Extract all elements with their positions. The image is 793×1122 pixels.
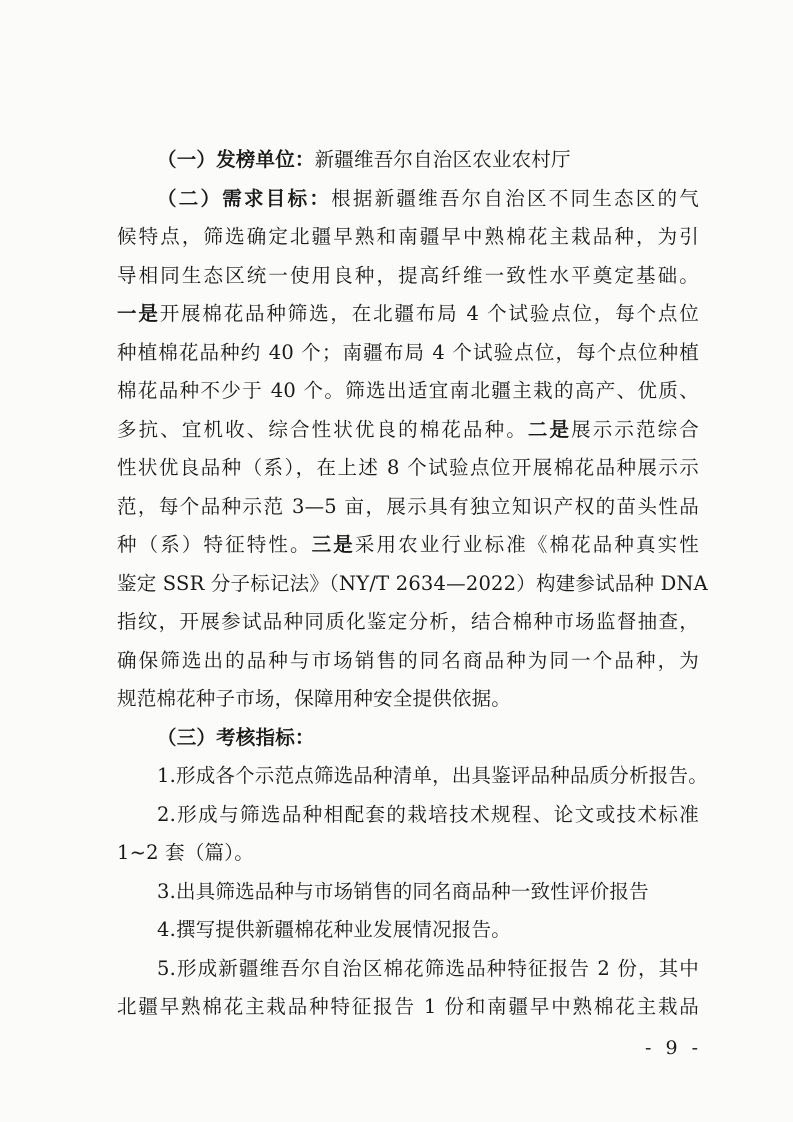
indicator-item-4: 4.撰写提供新疆棉花种业发展情况报告。 [157, 918, 511, 941]
point-three-text: 采用农业行业标准《棉花品种真实性 [354, 533, 699, 556]
indicator-item-3: 3.出具筛选品种与市场销售的同名商品种一致性评价报告 [157, 879, 649, 903]
paragraph-line: 性状优良品种（系），在上述 8 个试验点位开展棉花品种展示示 [117, 456, 699, 479]
point-two-text: 展示示范综合 [571, 417, 700, 441]
section-1-line [117, 141, 699, 180]
paragraph-line: 指纹，开展参试品种同质化鉴定分析，结合棉种市场监督抽查， [117, 610, 699, 633]
document-body [117, 141, 708, 1027]
paragraph-line: 导相同生态区统一使用良种，提高纤维一致性水平奠定基础。 [117, 263, 699, 287]
paragraph-line [117, 295, 699, 334]
paragraph-line [117, 526, 699, 565]
paragraph-line: 确保筛选出的品种与市场销售的同名商品种为同一个品种，为 [117, 648, 699, 672]
paragraph-line: 棉花品种不少于 40 个。筛选出适宜南北疆主栽的高产、优质、 [117, 379, 699, 402]
section-2-line-1 [117, 180, 699, 219]
indicator-item-1: 1.形成各个示范点筛选品种清单，出具鉴评品种品质分析报告。 [157, 764, 708, 787]
point-one-lead: 一是 [117, 302, 160, 325]
page-number: - 9 - [645, 1037, 703, 1059]
paragraph-line: 鉴定 SSR 分子标记法》（NY/T 2634—2022）构建参试品种 DNA [117, 571, 708, 595]
section-2-label: （二）需求目标： [157, 186, 332, 210]
indicator-item-2: 2.形成与筛选品种相配套的栽培技术规程、论文或技术标准 [157, 802, 699, 826]
indicator-item-2-cont: 1~2 套（篇）。 [117, 841, 254, 864]
paragraph-line: 规范棉花种子市场，保障用种安全提供依据。 [117, 687, 512, 710]
point-two-tail: 种（系）特征特性。 [117, 533, 312, 556]
section-2-text: 根据新疆维吾尔自治区不同生态区的气 [331, 186, 699, 210]
section-1-text: 新疆维吾尔自治区农业农村厅 [314, 148, 571, 171]
point-three-lead: 三是 [311, 533, 355, 556]
paragraph-line: 范，每个品种示范 3—5 亩，展示具有独立知识产权的苗头性品 [117, 494, 699, 518]
paragraph-line: 种植棉花品种约 40 个；南疆布局 4 个试验点位，每个点位种植 [117, 340, 699, 364]
point-two-lead: 二是 [527, 417, 572, 441]
point-one-tail: 多抗、宜机收、综合性状优良的棉花品种。 [117, 417, 528, 441]
section-3-label: （三）考核指标： [157, 725, 315, 749]
indicator-item-5-cont: 北疆早熟棉花主栽品种特征报告 1 份和南疆早中熟棉花主栽品 [117, 995, 699, 1018]
indicator-item-5: 5.形成新疆维吾尔自治区棉花筛选品种特征报告 2 份，其中 [157, 956, 699, 980]
paragraph-line: 候特点，筛选确定北疆早熟和南疆早中熟棉花主栽品种，为引 [117, 225, 699, 248]
paragraph-line [117, 411, 699, 450]
point-one-text: 开展棉花品种筛选，在北疆布局 4 个试验点位，每个点位 [159, 302, 699, 325]
section-1-label: （一）发榜单位： [157, 148, 315, 171]
